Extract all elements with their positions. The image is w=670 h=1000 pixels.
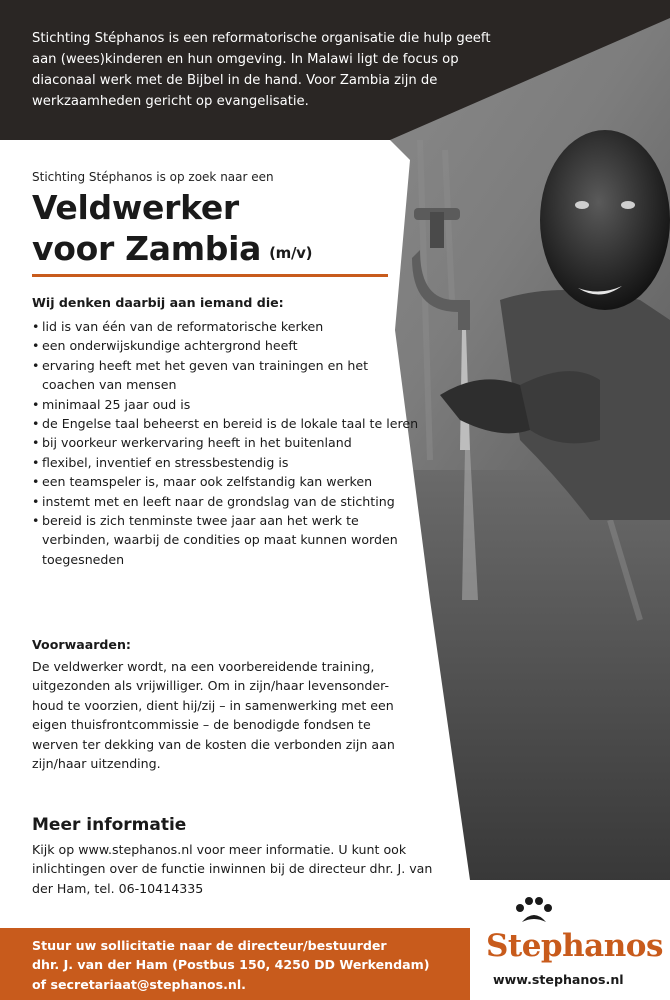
- list-item: • instemt met en leeft naar de grondslag van de stichting: [32, 492, 422, 511]
- conditions-heading: Voorwaarden:: [32, 637, 131, 652]
- list-item: • ervaring heeft met het geven van trainingen en het coachen van mensen: [32, 356, 422, 395]
- logo-wordmark: Stephanos: [486, 928, 663, 964]
- list-item: • lid is van één van de reformatorische kerken: [32, 317, 422, 336]
- vacancy-title-line1: Veldwerker: [32, 188, 239, 227]
- list-item: • een teamspeler is, maar ook zelfstandig kan werken: [32, 472, 422, 491]
- vacancy-title-line2: [32, 229, 312, 268]
- title-divider: [32, 274, 388, 277]
- gender-label: (m/v): [269, 244, 313, 262]
- list-item: • bereid is zich tenminste twee jaar aan het werk te verbinden, waarbij de condities op maat kunnen worden toegesneden: [32, 511, 422, 569]
- title-text: voor Zambia: [32, 229, 262, 268]
- website-url[interactable]: www.stephanos.nl: [493, 972, 624, 987]
- requirements-heading: Wij denken daarbij aan iemand die:: [32, 295, 284, 310]
- list-item: • flexibel, inventief en stressbestendig is: [32, 453, 422, 472]
- requirements-list: [32, 317, 422, 569]
- intro-text: Stichting Stéphanos is een reformatorische organisatie die hulp geeft aan (wees)kinderen en hun omgeving. In Malawi ligt de focus op diaconaal werk met de Bijbel in de hand. Voor Zambia zijn de werkzaamheden gericht op evangelisatie.: [32, 31, 491, 109]
- more-info-heading: Meer informatie: [32, 815, 187, 835]
- list-item: • de Engelse taal beheerst en bereid is de lokale taal te leren: [32, 414, 422, 433]
- list-item: • bij voorkeur werkervaring heeft in het buitenland: [32, 433, 422, 452]
- more-info-text: Kijk op www.stephanos.nl voor meer informatie. U kunt ook inlichtingen over de functie inwinnen bij de directeur dhr. J. van der Ham, tel. 06-10414335: [32, 842, 433, 896]
- application-instructions: Stuur uw sollicitatie naar de directeur/bestuurder dhr. J. van der Ham (Postbus 150, 4250 DD Werkendam) of secretariaat@stephanos.nl.: [32, 938, 430, 992]
- list-item: • een onderwijskundige achtergrond heeft: [32, 336, 422, 355]
- conditions-text: De veldwerker wordt, na een voorbereidende training, uitgezonden als vrijwilliger. Om in zijn/haar levensonder- houd te voorzien, dient hij/zij – in samenwerking met een eigen thuisfrontcommissie – de benodigde fondsen te werven ter dekking van de kosten die verbonden zijn aan zijn/haar uitzending.: [32, 659, 395, 772]
- vacancy-subtitle: Stichting Stéphanos is op zoek naar een: [32, 170, 274, 184]
- list-item: • minimaal 25 jaar oud is: [32, 395, 422, 414]
- paw-dots-icon: [512, 896, 556, 926]
